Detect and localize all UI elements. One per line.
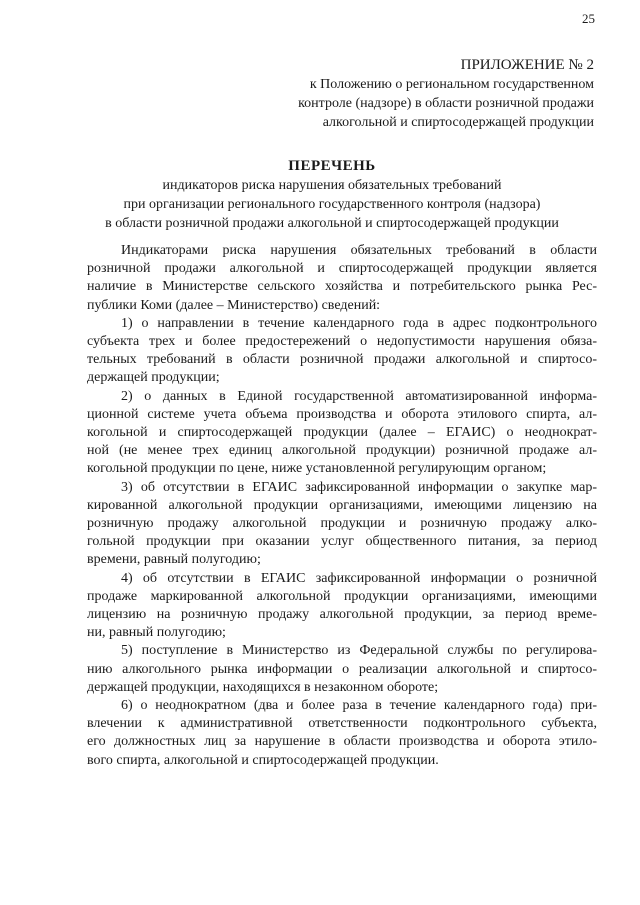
text-line: розничную продажу алкогольной продукции и розничную продажу алко- (87, 516, 597, 532)
appendix-line: контроле (надзоре) в области розничной продажи (298, 96, 594, 111)
appendix-line: алкогольной и спиртосодержащей продукции (322, 115, 594, 130)
text-line: влечении к административной ответственности подконтрольного субъекта, (87, 716, 597, 732)
text-line: его должностных лиц за нарушение в области производства и оборота этило- (87, 734, 597, 750)
text-line: гольной продукции при оказании услуг общественного питания, за период (87, 534, 597, 550)
document-title: ПЕРЕЧЕНЬ (288, 158, 376, 174)
text-line: времени, равный полугодию; (87, 552, 261, 568)
text-line: 3) об отсутствии в ЕГАИС зафиксированной информации о закупке мар- (121, 479, 597, 495)
text-line: Индикаторами риска нарушения обязательных требований в области (121, 243, 597, 258)
page-number: 25 (582, 11, 595, 26)
text-line: 5) поступление в Министерство из Федеральной службы по регулирова- (121, 643, 597, 659)
text-line: 2) о данных в Единой государственной автоматизированной информа- (121, 388, 597, 404)
heading-line: индикаторов риска нарушения обязательных требований (162, 178, 502, 193)
text-line: кированной алкогольной продукции организациями, имеющими лицензию на (87, 497, 597, 513)
heading-line: при организации регионального государственного контроля (надзора) (123, 197, 541, 212)
appendix-block (214, 56, 594, 132)
text-line: субъекта трех и более предостережений о недопустимости нарушения обяза- (87, 334, 597, 350)
indicator-item-4 (87, 570, 597, 643)
appendix-title: ПРИЛОЖЕНИЕ № 2 (460, 57, 594, 73)
text-line: 4) об отсутствии в ЕГАИС зафиксированной информации о розничной (121, 570, 597, 586)
intro-paragraph (87, 242, 597, 315)
text-line: продаже маркированной алкогольной продукции организациями, имеющими (87, 588, 597, 604)
text-line: вого спирта, алкогольной и спиртосодержащей продукции. (87, 752, 439, 768)
text-line: ни, равный полугодию; (87, 625, 226, 641)
text-line: когольной и спиртосодержащей продукции (далее – ЕГАИС) о неоднократ- (87, 425, 597, 441)
text-line: 6) о неоднократном (два и более раза в течение календарного года) при- (121, 698, 597, 714)
text-line: нию алкогольного рынка информации о реализации алкогольной и спиртосо- (87, 661, 597, 677)
heading-line: в области розничной продажи алкогольной и спиртосодержащей продукции (105, 216, 559, 231)
indicator-item-5 (87, 642, 597, 697)
text-line: когольной продукции по цене, ниже установленной регулирующим органом; (87, 461, 547, 477)
indicator-item-6 (87, 697, 597, 770)
document-body (87, 242, 597, 770)
indicator-item-1 (87, 315, 597, 388)
indicator-item-3 (87, 479, 597, 570)
text-line: публики Коми (далее – Министерство) сведений: (87, 297, 381, 313)
text-line: тельных требований в области розничной продажи алкогольной и спиртосо- (87, 352, 597, 368)
document-heading (60, 157, 604, 233)
indicator-item-2 (87, 388, 597, 479)
text-line: наличие в Министерстве сельского хозяйства и потребительского рынка Рес- (87, 279, 597, 295)
text-line: розничной продажи алкогольной и спиртосодержащей продукции является (87, 261, 597, 277)
text-line: держащей продукции, находящихся в незаконном обороте; (87, 679, 439, 695)
text-line: 1) о направлении в течение календарного года в адрес подконтрольного (121, 315, 597, 331)
text-line: ционной системе учета объема производства и оборота этилового спирта, ал- (87, 406, 597, 422)
text-line: держащей продукции; (87, 370, 220, 386)
text-line: лицензию на розничную продажу алкогольной продукции, за период време- (87, 607, 597, 623)
appendix-line: к Положению о региональном государственном (309, 77, 594, 92)
text-line: ной (не менее трех единиц алкогольной продукции) розничной продаже ал- (87, 443, 597, 459)
